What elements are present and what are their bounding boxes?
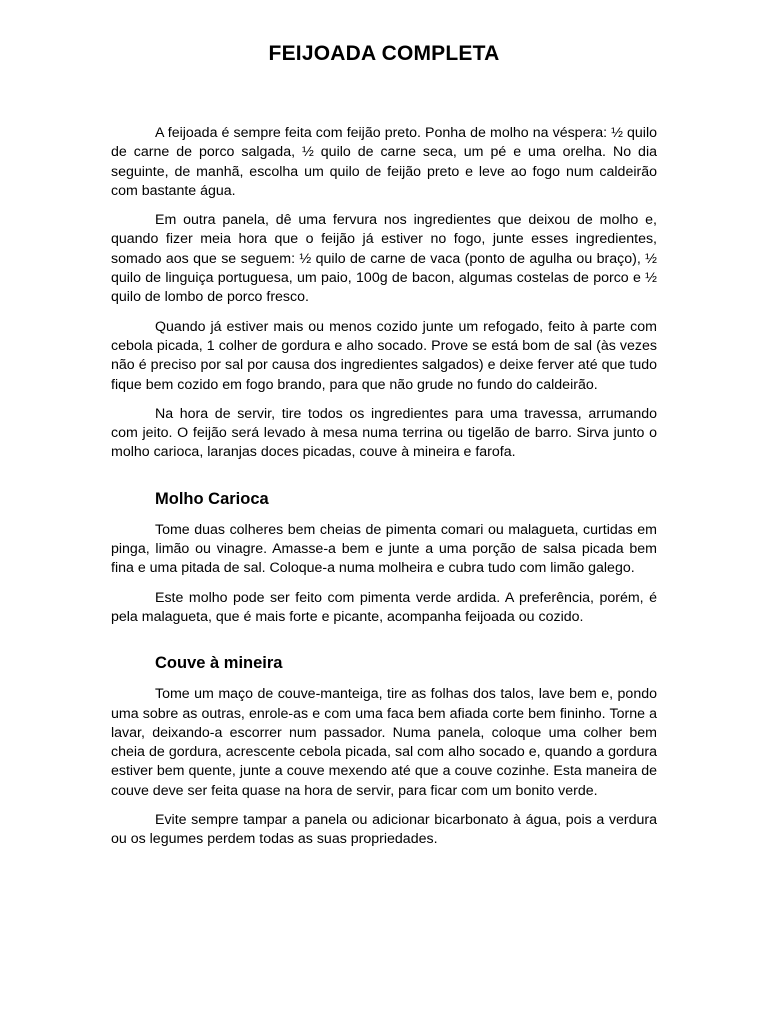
document-body — [111, 124, 657, 860]
couve-paragraph-2: Evite sempre tampar a panela ou adicionar bicarbonato à água, pois a verdura ou os legumes perdem todas as suas propriedades. — [111, 812, 657, 848]
section-heading-couve-mineira: Couve à mineira — [155, 654, 283, 673]
page-title: FEIJOADA COMPLETA — [268, 42, 500, 65]
couve-paragraph-1: Tome um maço de couve-manteiga, tire as folhas dos talos, lave bem e, pondo uma sobre as outras, enrole-as e com uma faca bem afiada corte bem fininho. Torne a lavar, deixando-a escorrer num passador. Numa panela, coloque uma colher bem cheia de gordura, acrescente cebola picada, sal com alho socado e, quando a gordura estiver bem quente, junte a couve mexendo até que a couve cozinhe. Esta maneira de couve deve ser feita quase na hora de servir, para ficar com um bonito verde. — [111, 686, 657, 799]
intro-paragraph-3: Quando já estiver mais ou menos cozido junte um refogado, feito à parte com cebola picada, 1 colher de gordura e alho socado. Prove se está bom de sal (às vezes não é preciso por sal por causa dos ingredientes salgados) e deixe ferver até que tudo fique bem cozido em fogo brando, para que não grude no fundo do caldeirão. — [111, 318, 657, 393]
intro-paragraph-2: Em outra panela, dê uma fervura nos ingredientes que deixou de molho e, quando fizer meia hora que o feijão já estiver no fogo, junte esses ingredientes, somado aos que se seguem: ½ quilo de carne de vaca (ponto de agulha ou braço), ½ quilo de linguiça portuguesa, um paio, 100g de bacon, algumas costelas de porco e ½ quilo de lombo de porco fresco. — [111, 212, 657, 306]
molho-paragraph-2: Este molho pode ser feito com pimenta verde ardida. A preferência, porém, é pela malagueta, que é mais forte e picante, acompanha feijoada ou cozido. — [111, 589, 657, 625]
section-heading-molho-carioca: Molho Carioca — [155, 489, 269, 508]
molho-paragraph-1: Tome duas colheres bem cheias de pimenta comari ou malagueta, curtidas em pinga, limão ou vinagre. Amasse-a bem e junte a uma porção de salsa picada bem fina e uma pitada de sal. Coloque-a numa molheira e cubra tudo com limão galego. — [111, 521, 657, 577]
intro-paragraph-4: Na hora de servir, tire todos os ingredientes para uma travessa, arrumando com jeito. O feijão será levado à mesa numa terrina ou tigelão de barro. Sirva junto o molho carioca, laranjas doces picadas, couve à mineira e farofa. — [111, 405, 657, 461]
intro-paragraph-1: A feijoada é sempre feita com feijão preto. Ponha de molho na véspera: ½ quilo de carne de porco salgada, ½ quilo de carne seca, um pé e uma orelha. No dia seguinte, de manhã, escolha um quilo de feijão preto e leve ao fogo num caldeirão com bastante água. — [111, 125, 657, 199]
